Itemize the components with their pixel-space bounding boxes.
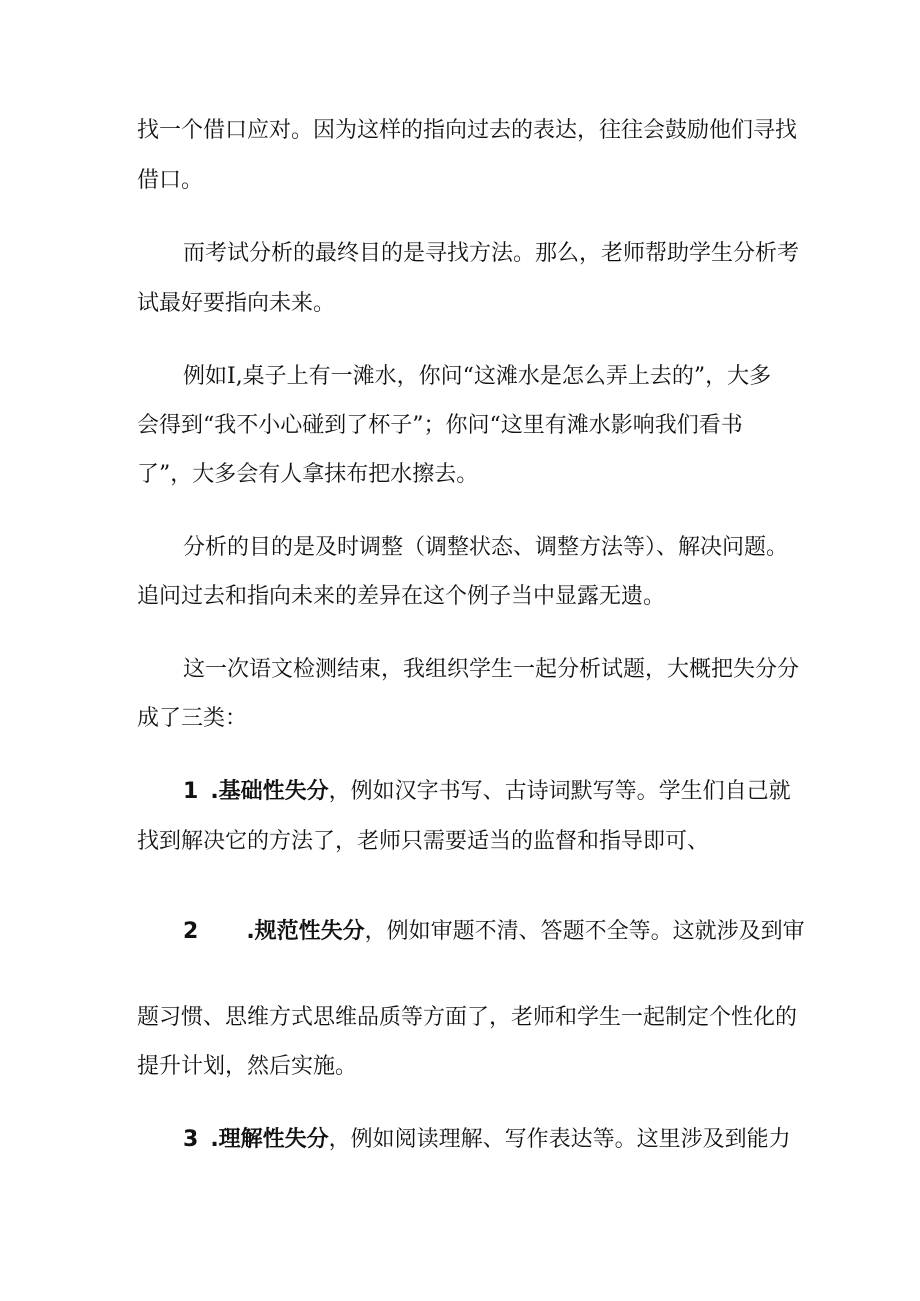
list-item-1 [183,777,843,807]
paragraph-line: 找一个借口应对。因为这样的指向过去的表达，往往会鼓励他们寻找 [137,118,798,143]
item-title: .基础性失分 [210,779,329,804]
list-item-2 [183,917,843,947]
paragraph-line: 提升计划，然后实施。 [137,1054,358,1079]
item-text: ，例如阅读理解、写作表达等。这里涉及到能力 [328,1127,791,1152]
item-text: ，例如审题不清、答题不全等。这就涉及到审 [364,919,805,944]
item-number: 2 [183,919,199,944]
item-number: 1 [183,779,199,804]
paragraph-line: 试最好要指向未来。 [137,291,336,316]
item-number: 3 [183,1127,199,1152]
item-title: .规范性失分 [246,919,365,944]
paragraph-line: 借口。 [137,168,204,193]
item-title: .理解性失分 [210,1127,329,1152]
item-text: ，例如汉字书写、古诗词默写等。学生们自己就 [328,779,791,804]
paragraph-line: 而考试分析的最终目的是寻找方法。那么，老师帮助学生分析考 [183,241,800,266]
paragraph-line: 成了三类： [137,706,248,731]
paragraph-line: 追问过去和指向未来的差异在这个例子当中显露无遗。 [137,584,666,609]
paragraph-line: 例如I,桌子上有一滩水，你问“这滩水是怎么弄上去的”，大多 [183,364,772,389]
paragraph-line: 题习惯、思维方式思维品质等方面了，老师和学生一起制定个性化的 [137,1005,798,1030]
list-item-3 [183,1125,843,1155]
paragraph-line: 分析的目的是及时调整（调整状态、调整方法等）、解决问题。 [183,535,789,560]
paragraph-line: 会得到“我不小心碰到了杯子”；你问“这里有滩水影响我们看书 [137,413,743,438]
paragraph-line: 这一次语文检测结束，我组织学生一起分析试题，大概把失分分 [183,657,800,682]
paragraph-line: 了”，大多会有人拿抹布把水擦去。 [137,462,479,487]
paragraph-line: 找到解决它的方法了，老师只需要适当的监督和指导即可、 [137,829,710,854]
